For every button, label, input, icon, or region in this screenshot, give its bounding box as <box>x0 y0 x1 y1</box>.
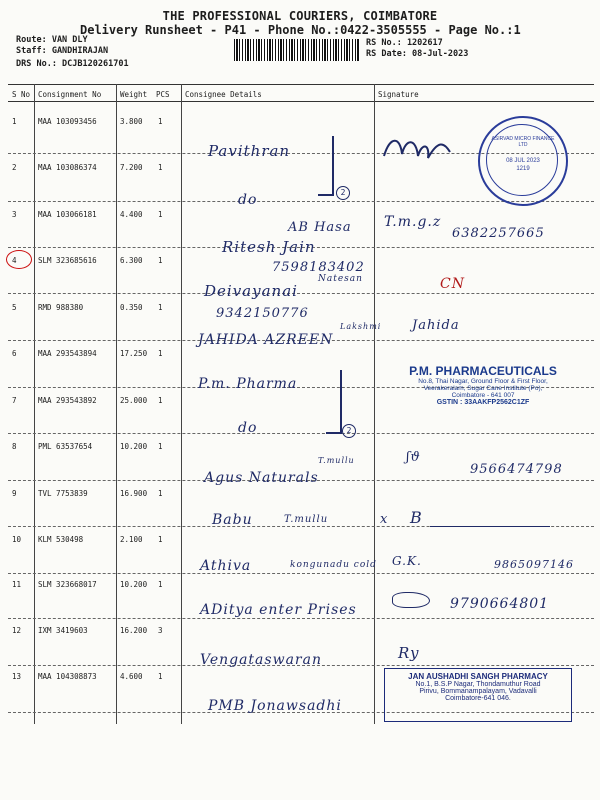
row-consignment: MAA 293543894 <box>38 349 97 358</box>
handwritten-signature: T.m.g.z <box>384 214 442 230</box>
row-weight: 10.200 <box>120 580 148 589</box>
stamp-address-line: Coimbatore - 641 007 <box>451 392 515 399</box>
handwritten-phone: 9566474798 <box>470 462 563 477</box>
row-weight: 25.000 <box>120 396 148 405</box>
row-pcs: 1 <box>158 489 163 498</box>
row-sno: 3 <box>12 210 17 219</box>
row-highlight-circle <box>6 250 32 269</box>
col-header-consignee: Consignee Details <box>185 90 262 99</box>
pharmacy-stamp <box>384 668 572 722</box>
handwritten-note: T.mullu <box>318 456 355 465</box>
signature-scribble <box>382 132 452 166</box>
handwritten-name: AB Hasa <box>288 220 352 235</box>
row-pcs: 1 <box>158 349 163 358</box>
stamp-address-line: No.8, Thai Nagar, Ground Floor & First Floor, <box>418 378 548 385</box>
company-title: THE PROFESSIONAL COURIERS, COIMBATORE <box>162 9 438 23</box>
row-consignment: MAA 103086374 <box>38 163 97 172</box>
handwritten-phone: 9342150776 <box>216 306 309 321</box>
row-consignment: MAA 103066181 <box>38 210 97 219</box>
stamp-company-name: P.M. PHARMACEUTICALS <box>409 364 557 378</box>
handwritten-name: P.m. Pharma <box>198 376 298 392</box>
row-weight: 6.300 <box>120 256 143 265</box>
row-consignment: TVL 7753839 <box>38 489 88 498</box>
handwritten-name: PMB Jonawsadhi <box>208 698 342 714</box>
handwritten-name: Athiva <box>200 558 252 574</box>
row-pcs: 1 <box>158 210 163 219</box>
handwritten-note: kongunadu cold <box>290 560 377 570</box>
row-consignment: MAA 103093456 <box>38 117 97 126</box>
row-sno: 12 <box>12 626 22 635</box>
ditto-bracket <box>318 136 334 196</box>
handwritten-name: Ritesh Jain <box>222 238 316 256</box>
stamp-address-line: Coimbatore-641 046. <box>445 695 511 702</box>
row-consignment: MAA 293543892 <box>38 396 97 405</box>
row-weight: 7.200 <box>120 163 143 172</box>
handwritten-name: Agus Naturals <box>204 470 319 486</box>
row-sno: 6 <box>12 349 17 358</box>
col-header-consignment: Consignment No <box>38 90 102 99</box>
handwritten-phone: 9790664801 <box>450 596 550 612</box>
row-divider <box>8 433 594 434</box>
row-pcs: 1 <box>158 442 163 451</box>
signature-scribble <box>392 592 430 608</box>
handwritten-signature: Jahida <box>412 318 460 333</box>
row-consignment: SLM 323685616 <box>38 256 97 265</box>
row-weight: 4.400 <box>120 210 143 219</box>
runsheet-subtitle: Delivery Runsheet - P41 - Phone No.:0422-3505555 - Page No.:1 <box>80 23 521 37</box>
handwritten-name: Deivayanai <box>204 282 298 300</box>
row-sno: 7 <box>12 396 17 405</box>
row-pcs: 1 <box>158 163 163 172</box>
handwritten-name: JAHIDA AZREEN <box>198 332 334 348</box>
row-pcs: 1 <box>158 117 163 126</box>
drs-number: DRS No.: DCJB120261701 <box>16 59 129 69</box>
handwritten-note: T.mullu <box>284 514 329 525</box>
staff-label: Staff: GANDHIRAJAN <box>16 46 109 56</box>
stamp-address-line: Veerakeralam, Sugar Cane Institute (Po), <box>423 385 543 392</box>
handwritten-name: Pavithran <box>208 142 291 160</box>
row-weight: 16.900 <box>120 489 148 498</box>
stamp-gstin: GSTIN : 33AAKFP2562C1ZF <box>436 399 530 406</box>
handwritten-phone: 6382257665 <box>452 226 545 241</box>
pharmacy-stamp <box>392 364 574 430</box>
row-divider <box>8 573 594 574</box>
rs-number: RS No.: 1202617 <box>366 38 443 48</box>
ditto-count-icon: 2 <box>336 186 350 200</box>
handwritten-signature: Ry <box>398 644 420 662</box>
ditto-count-icon: 2 <box>342 424 356 438</box>
stamp-address-line: Pirivu, Bommanampalayam, Vadavalli <box>419 688 537 695</box>
ditto-bracket <box>326 370 342 434</box>
table-header-rule <box>8 101 594 102</box>
row-pcs: 1 <box>158 672 163 681</box>
row-consignment: PML 63537654 <box>38 442 93 451</box>
col-header-sno: S No <box>12 90 31 99</box>
seal-date: 08 JUL 2023 <box>506 158 540 164</box>
handwritten-name: Vengataswaran <box>200 652 322 668</box>
row-divider <box>8 293 594 294</box>
barcode <box>234 39 360 61</box>
handwritten-signature: ʃϑ <box>406 450 421 465</box>
handwritten-mark: x <box>380 512 389 527</box>
seal-name: ASIRVAD MICRO FINANCE LTD <box>491 136 555 148</box>
handwritten-signature: CN <box>440 276 465 292</box>
row-sno: 4 <box>12 256 17 265</box>
signature-scribble <box>430 512 550 527</box>
row-sno: 8 <box>12 442 17 451</box>
row-sno: 5 <box>12 303 17 312</box>
rs-date: RS Date: 08-Jul-2023 <box>366 49 469 59</box>
row-weight: 10.200 <box>120 442 148 451</box>
row-consignment: IXM 3419603 <box>38 626 88 635</box>
handwritten-name: ADitya enter Prises <box>200 602 357 618</box>
row-sno: 10 <box>12 535 22 544</box>
row-consignment: MAA 104308873 <box>38 672 97 681</box>
handwritten-note: Lakshmi <box>340 322 382 331</box>
row-pcs: 1 <box>158 256 163 265</box>
row-sno: 13 <box>12 672 22 681</box>
row-divider <box>8 618 594 619</box>
table-top-rule <box>8 84 594 85</box>
row-consignment: RMD 988380 <box>38 303 84 312</box>
handwritten-signature: B <box>410 508 423 527</box>
route-label: Route: VAN DLY <box>16 35 88 45</box>
column-divider <box>181 84 182 724</box>
row-sno: 9 <box>12 489 17 498</box>
row-weight: 17.250 <box>120 349 148 358</box>
handwritten-phone: 7598183402 <box>272 260 365 275</box>
row-pcs: 1 <box>158 580 163 589</box>
company-seal-stamp <box>478 116 568 206</box>
row-sno: 2 <box>12 163 17 172</box>
row-pcs: 3 <box>158 626 163 635</box>
col-header-pcs: PCS <box>156 90 170 99</box>
column-divider <box>116 84 117 724</box>
row-sno: 11 <box>12 580 22 589</box>
row-consignment: SLM 323668017 <box>38 580 97 589</box>
column-divider <box>374 84 375 724</box>
stamp-address-line: No.1, B.S.P Nagar, Thondamuthur Road <box>415 681 541 688</box>
handwritten-note: Natesan <box>318 274 363 284</box>
handwritten-ditto: do <box>238 192 258 208</box>
row-weight: 2.100 <box>120 535 143 544</box>
handwritten-signature: G.K. <box>392 554 422 568</box>
row-weight: 0.350 <box>120 303 143 312</box>
column-divider <box>34 84 35 724</box>
row-consignment: KLM 530498 <box>38 535 84 544</box>
row-pcs: 1 <box>158 396 163 405</box>
row-sno: 1 <box>12 117 17 126</box>
col-header-signature: Signature <box>378 90 419 99</box>
row-pcs: 1 <box>158 303 163 312</box>
stamp-company-name: JAN AUSHADHI SANGH PHARMACY <box>408 672 548 681</box>
col-header-weight: Weight <box>120 90 148 99</box>
row-weight: 4.600 <box>120 672 143 681</box>
handwritten-phone: 9865097146 <box>494 558 574 571</box>
row-weight: 16.200 <box>120 626 148 635</box>
seal-time: 1219 <box>516 166 530 172</box>
row-weight: 3.800 <box>120 117 143 126</box>
handwritten-name: Babu <box>212 512 253 528</box>
row-pcs: 1 <box>158 535 163 544</box>
handwritten-ditto: do <box>238 420 258 436</box>
